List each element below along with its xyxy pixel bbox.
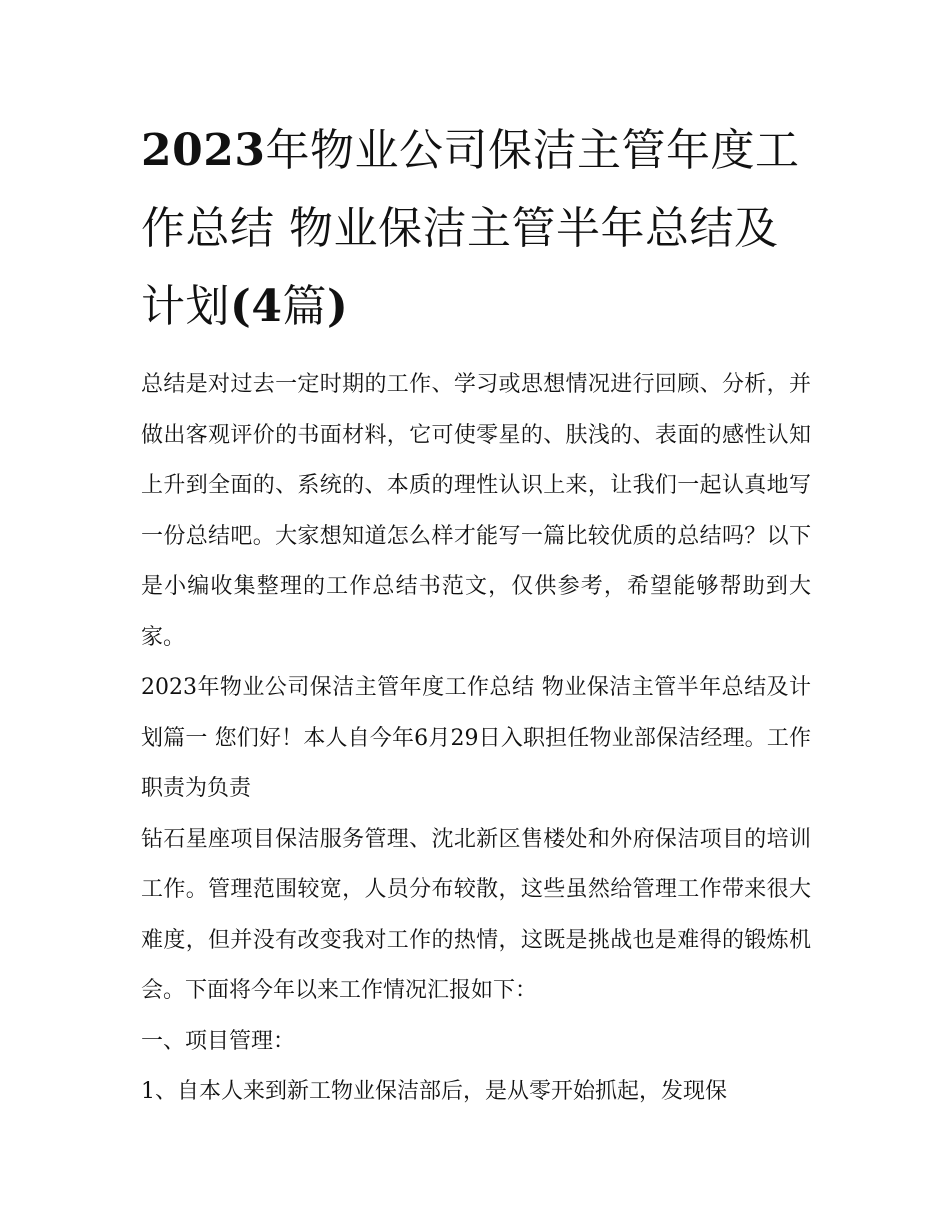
heading-project-management: 一、项目管理： (141, 1028, 296, 1054)
title-paren-close: ) (326, 281, 349, 332)
title-year: 2023 (141, 125, 266, 176)
responsibilities-paragraph: 钻石星座项目保洁服务管理、沈北新区售楼处和外府保洁项目的培训工作。管理范围较宽，人员分布较散，这些虽然给管理工作带来很大难度，但并没有改变我对工作的热情，这既是挑战也是难得的锻炼机会。下面将今年以来工作情况汇报如下： (141, 826, 811, 1003)
item-one-paragraph: 1、自本人来到新工物业保洁部后，是从零开始抓起，发现保 (141, 1079, 727, 1104)
title-unit: 篇 (282, 281, 327, 332)
intro-paragraph: 总结是对过去一定时期的工作、学习或思想情况进行回顾、分析，并做出客观评价的书面材料，它可使零星的、肤浅的、表面的感性认知上升到全面的、系统的、本质的理性认识上来，让我们一起认真地写一份总结吧。大家想知道怎么样才能写一篇比较优质的总结吗？以下是小编收集整理的工作总结书范文，仅供参考，希望能够帮助到大家。 (141, 372, 811, 650)
title-main: 年物业公司保洁主管年度工作总结 物业保洁主管半年总结及计划 (141, 125, 800, 332)
document-body (141, 360, 811, 1118)
title-paren-open: ( (230, 281, 252, 332)
document-title (141, 112, 811, 346)
document-page (141, 112, 811, 1118)
section-one-paragraph: 2023年物业公司保洁主管年度工作总结 物业保洁主管半年总结及计划篇一 您们好！本人自今年6月29日入职担任物业部保洁经理。工作职责为负责 (141, 675, 811, 801)
title-count: 4 (251, 281, 283, 332)
